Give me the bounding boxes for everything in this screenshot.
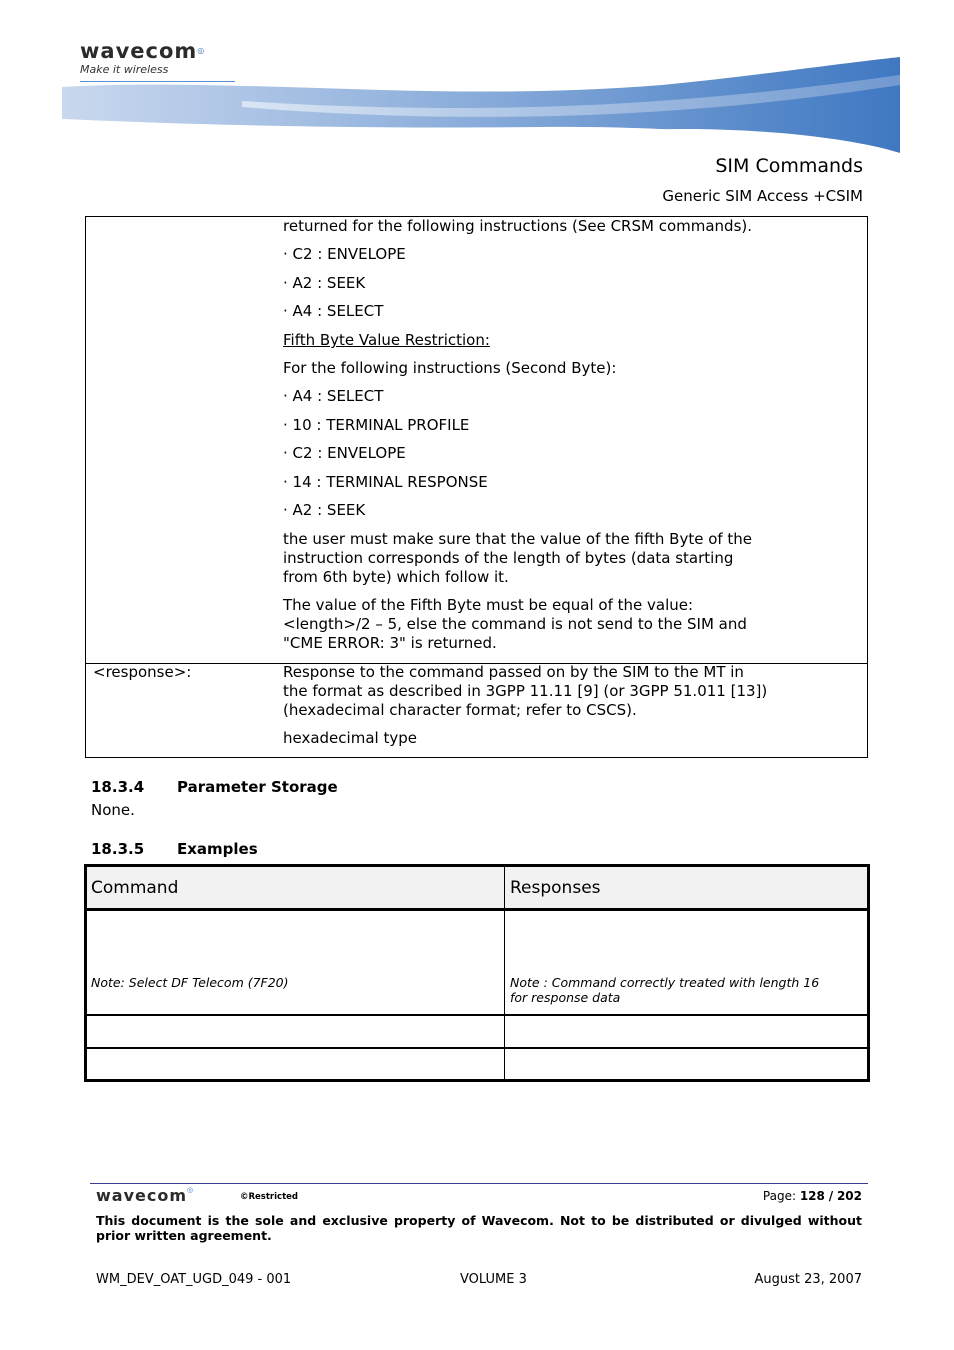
restricted-label: ©Restricted	[240, 1192, 298, 1202]
storage-heading-title: Parameter Storage	[177, 778, 338, 796]
logo-tagline: Make it wireless	[80, 63, 169, 76]
param-line: instruction corresponds of the length of bytes (data starting	[283, 549, 734, 567]
param-line: from 6th byte) which follow it.	[283, 568, 509, 586]
response-line: Response to the command passed on by the SIM to the MT in	[283, 663, 744, 681]
param-line: <length>/2 – 5, else the command is not send to the SIM and	[283, 615, 747, 633]
response-param-label: <response>:	[93, 663, 192, 681]
param-line: The value of the Fifth Byte must be equal of the value:	[283, 596, 694, 614]
examples-table	[84, 864, 870, 1082]
examples-table-header	[87, 867, 867, 909]
footer-logo-wordmark: wavecom	[96, 1186, 188, 1205]
response-line: the format as described in 3GPP 11.11 [9] (or 3GPP 51.011 [13])	[283, 682, 768, 700]
param-line: · C2 : ENVELOPE	[283, 245, 406, 263]
document-date: August 23, 2007	[754, 1272, 862, 1287]
storage-body: None.	[91, 801, 135, 819]
storage-heading-number: 18.3.4	[91, 778, 145, 796]
examples-heading-number: 18.3.5	[91, 840, 145, 858]
param-line: "CME ERROR: 3" is returned.	[283, 634, 497, 652]
parameter-table	[85, 216, 868, 758]
storage-heading	[91, 778, 338, 796]
footer-logo	[96, 1186, 194, 1205]
page-current: 128	[799, 1189, 825, 1203]
page-label: Page:	[762, 1189, 796, 1203]
response-line: (hexadecimal character format; refer to CSCS).	[283, 701, 637, 719]
header-wave-banner	[62, 55, 900, 155]
volume-label: VOLUME 3	[460, 1272, 527, 1287]
param-line: · A2 : SEEK	[283, 274, 366, 292]
response-line: hexadecimal type	[283, 729, 417, 747]
param-line: · 14 : TERMINAL RESPONSE	[283, 473, 488, 491]
param-line: · A4 : SELECT	[283, 387, 384, 405]
section-subtitle: Generic SIM Access +CSIM	[662, 187, 863, 205]
property-notice: This document is the sole and exclusive property of Wavecom. Not to be distributed or divulged without prior written agreement.	[96, 1213, 862, 1243]
examples-heading-title: Examples	[177, 840, 258, 858]
examples-heading	[91, 840, 258, 858]
page-number	[763, 1189, 862, 1203]
param-line: For the following instructions (Second Byte):	[283, 359, 617, 377]
column-header-responses: Responses	[510, 878, 601, 898]
row-divider	[87, 1014, 867, 1016]
section-title: SIM Commands	[715, 155, 863, 177]
page-total: 202	[836, 1189, 862, 1203]
param-line: · 10 : TERMINAL PROFILE	[283, 416, 470, 434]
logo-swirl-icon: ◎	[197, 46, 206, 55]
command-note: Note: Select DF Telecom (7F20)	[91, 975, 289, 990]
param-line: returned for the following instructions (See CRSM commands).	[283, 217, 752, 235]
restriction-heading: Fifth Byte Value Restriction:	[283, 331, 490, 349]
param-line: · A2 : SEEK	[283, 501, 366, 519]
column-header-command: Command	[91, 878, 179, 898]
header-divider	[87, 908, 867, 911]
logo-wordmark: wavecom	[80, 39, 198, 63]
footer-divider	[90, 1183, 868, 1184]
param-line: · C2 : ENVELOPE	[283, 444, 406, 462]
response-note-continued: for response data	[510, 990, 621, 1005]
row-divider	[87, 1047, 867, 1049]
param-line: · A4 : SELECT	[283, 302, 384, 320]
document-reference: WM_DEV_OAT_UGD_049 - 001	[96, 1272, 292, 1287]
param-line: the user must make sure that the value of the fifth Byte of the	[283, 530, 753, 548]
footer-logo-swirl-icon: ◎	[187, 1186, 195, 1194]
column-divider	[504, 867, 505, 1079]
response-note: Note : Command correctly treated with length 16	[510, 975, 820, 990]
page-separator: /	[828, 1189, 834, 1203]
